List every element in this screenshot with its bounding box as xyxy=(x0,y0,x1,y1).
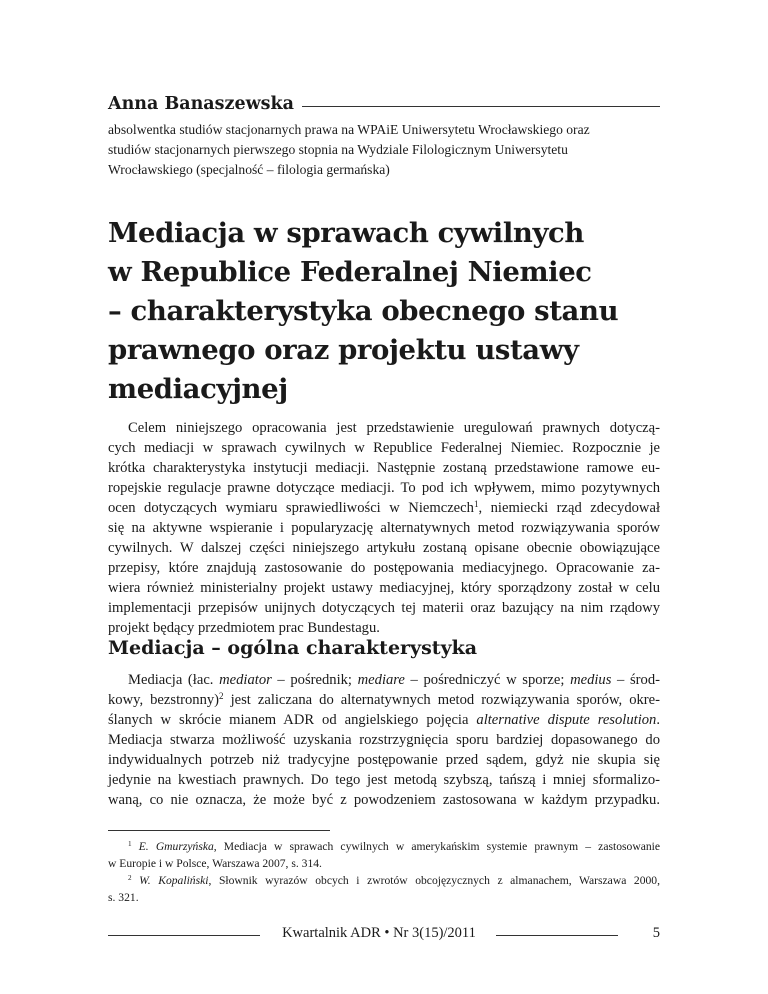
text-line: cywilnych. W dalszej części niniejszego artykułu zostaną opisane obecnie obowiązujące xyxy=(108,540,660,556)
affiliation-line: Wrocławskiego (specjalność – filologia germańska) xyxy=(108,162,390,177)
footnote-1: $^1$ E. Gmurzyńska, Mediacja w sprawach cywilnych w amerykańskim systemie prawnym – zastosowanie xyxy=(128,840,660,853)
footnote-ref-2[interactable]: 2 xyxy=(219,691,224,702)
affiliation-line: studiów stacjonarnych pierwszego stopnia na Wydziale Filologicznym Uniwersytetu xyxy=(108,142,568,157)
author-affiliation xyxy=(108,120,664,180)
page-number: 5 xyxy=(652,925,660,941)
text-line: przepisy, które znajdują zastosowanie do postępowania mediacyjnego. Opracowanie za- xyxy=(108,560,660,576)
affiliation-line: absolwentka studiów stacjonarnych prawa na WPAiE Uniwersytetu Wrocławskiego oraz xyxy=(108,122,590,137)
text-line: ropejskie regulacje prawne dotyczące mediacji. To pod ich wpływem, mimo pozytywnych xyxy=(108,480,660,496)
footer-divider-left xyxy=(108,935,260,936)
body-paragraph xyxy=(108,670,660,810)
text-line: cych mediacji w sprawach cywilnych w Republice Federalnej Niemiec. Rozpocznie je xyxy=(108,440,660,456)
title-line: prawnego oraz projektu ustawy xyxy=(108,334,579,366)
title-line: w Republice Federalnej Niemiec xyxy=(108,256,592,288)
text-line: Mediacja stwarza możliwość uzyskania rozstrzygnięcia sporu bardziej dopasowanego do xyxy=(108,732,660,748)
text-line: waną, co nie oznacza, że może być z powodzeniem zastosowana w każdym przypadku. xyxy=(108,792,660,808)
footnotes xyxy=(108,838,660,906)
footnote-ref-1[interactable]: 1 xyxy=(473,499,479,510)
footnote-2: $^2$ W. Kopaliński, Słownik wyrazów obcych i zwrotów obcojęzycznych z almanachem, Warszawa 2000, xyxy=(128,874,660,887)
title-line: Mediacja w sprawach cywilnych xyxy=(108,217,584,249)
abstract-paragraph xyxy=(108,418,660,638)
title-line: – charakterystyka obecnego stanu xyxy=(108,295,619,327)
footnote-2-cont: s. 321. xyxy=(108,891,139,904)
footnote-divider xyxy=(108,830,330,831)
text-line: się na aktywne wspieranie i popularyzację alternatywnych metod rozwiązywania sporów xyxy=(108,520,660,536)
text-line: jedynie na kwestiach prawnych. Do tego jest metodą szybszą, tańszą i mniej sformalizo- xyxy=(108,772,660,788)
text-line: implementacji przepisów unijnych dotyczących tej materii oraz bazujący na nim rządowy xyxy=(108,600,660,616)
text-line: Celem niniejszego opracowania jest przedstawienie uregulowań prawnych dotyczą- xyxy=(128,420,660,436)
title-line: mediacyjnej xyxy=(108,373,288,405)
footnote-1-cont: w Europie i w Polsce, Warszawa 2007, s. 314. xyxy=(108,857,322,870)
author-divider xyxy=(302,106,660,107)
text-line: projekt będący przedmiotem prac Bundestagu. xyxy=(108,620,380,636)
author-row xyxy=(108,94,660,114)
text-line: krótka charakterystyka instytucji mediacji. Następnie zostaną przedstawione ramowe eu- xyxy=(108,460,660,476)
text-line: Mediacja (łac. mediator – pośrednik; mediare – pośredniczyć w sporze; medius – środ- xyxy=(128,672,660,688)
article-title xyxy=(108,214,668,409)
text-line: ślanych w skrócie mianem ADR od angielskiego pojęcia alternative dispute resolution. xyxy=(108,712,660,728)
journal-name: Kwartalnik ADR • Nr 3(15)/2011 xyxy=(282,925,476,941)
author-name: Anna Banaszewska xyxy=(108,94,294,114)
footer-divider-right xyxy=(496,935,618,936)
section-heading: Mediacja – ogólna charakterystyka xyxy=(108,637,478,659)
text-line: ocen dotyczących wymiaru sprawiedliwości w Niemczech$^1$, niemiecki rząd zdecydował xyxy=(108,499,661,516)
text-line: indywidualnych potrzeb niż tradycyjne postępowanie przed sądem, gdyż nie skupia się xyxy=(108,752,660,768)
text-line: wiera również ministerialny projekt ustawy mediacyjnej, który sporządzony został w celu xyxy=(108,580,660,596)
text-line: kowy, bezstronny)$^2$ jest zaliczana do alternatywnych metod rozwiązywania sporów, okre- xyxy=(108,691,661,708)
